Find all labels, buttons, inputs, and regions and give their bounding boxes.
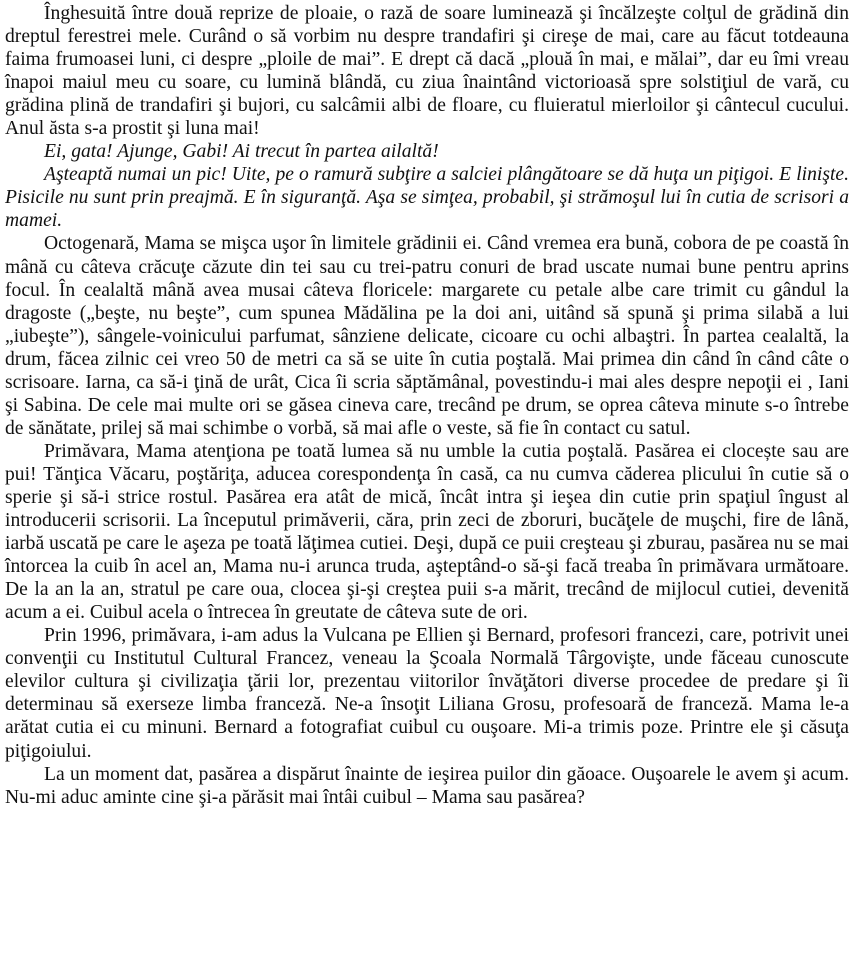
- paragraph-4: Octogenară, Mama se mişca uşor în limitele grădinii ei. Când vremea era bună, cobora de pe coastă în mână cu câteva crăcuţe căzute din tei sau cu trei-patru conuri de brad uscate numai bune pentru aprins focul. În cealaltă mână avea musai câteva floricele: margarete cu petale albe care trimit cu gândul la dragoste („beşte, nu beşte”, cum spunea Mădălina pe la doi ani, uitând să spună şi prima silabă a lui „iubeşte”), sângele-voinicului parfumat, sânziene delicate, cicoare cu ochi albaştri. În partea cealaltă, la drum, făcea zilnic cei vreo 50 de metri ca să se uite în cutia poştală. Mai primea din când în când câte o scrisoare. Iarna, ca să-i ţină de urât, Cica îi scria săptămânal, povestindu-i mai ales despre nepoţii ei , Iani şi Sabina. De cele mai multe ori se găsea cineva care, trecând pe drum, se oprea câteva minute s-o întrebe de sănătate, prilej să mai schimbe o vorbă, să mai afle o veste, să fie în contact cu satul.: [5, 233, 849, 439]
- paragraph-7: La un moment dat, pasărea a dispărut înainte de ieşirea puilor din găoace. Ouşoarele le avem şi acum. Nu-mi aduc aminte cine şi-a părăsit mai întâi cuibul – Mama sau pasărea?: [5, 763, 849, 808]
- paragraph-3-dialogue: Aşteaptă numai un pic! Uite, pe o ramură subţire a salciei plângătoare se dă huţa un piţigoi. E linişte. Pisicile nu sunt prin preajmă. E în siguranţă. Aşa se simţea, probabil, şi strămoşul lui în cutia de scrisori a mamei.: [5, 164, 849, 232]
- paragraph-1: Înghesuită între două reprize de ploaie, o rază de soare luminează şi încălzeşte colţul de grădină din dreptul ferestrei mele. Curând o să vorbim nu despre trandafiri şi cireşe de mai, care au făcut totdeauna faima frumoasei luni, ci despre „ploile de mai”. E drept că dacă „plouă în mai, e mălai”, dar eu îmi vreau înapoi maiul meu cu soare, cu lumină blândă, cu ziua înaintând victorioasă spre solstiţiul de vară, cu grădina plină de trandafiri şi bujori, cu salcâmii albi de floare, cu fluieratul mierloilor şi cântecul cucului. Anul ăsta s-a prostit şi luna mai!: [5, 3, 849, 140]
- paragraph-2-dialogue: Ei, gata! Ajunge, Gabi! Ai trecut în partea ailaltă!: [44, 141, 439, 163]
- paragraph-5: Primăvara, Mama atenţiona pe toată lumea să nu umble la cutia poştală. Pasărea ei clocește sau are pui! Tănţica Văcaru, poştăriţa, aducea corespondenţa în casă, ca nu cumva căderea plicului în cutie să o sperie şi să-i strice rostul. Pasărea era atât de mică, încât intra şi ieşea din cutie prin spaţiul îngust al introducerii scrisorii. La începutul primăverii, căra, prin zeci de zboruri, bucăţele de muşchi, fire de lână, iarbă uscată pe care le aşeza pe toată lăţimea cutiei. Deşi, după ce puii creşteau şi zburau, pasărea nu se mai întorcea la cuib în acel an, Mama nu-i arunca truda, aşteptând-o să-şi facă treaba în primăvara următoare. De la an la an, stratul pe care oua, clocea şi-şi creştea puii s-a mărit, trecând de mijlocul cutiei, devenită acum a ei. Cuibul acela o întrecea în greutate de câteva sute de ori.: [5, 440, 849, 624]
- paragraph-6: Prin 1996, primăvara, i-am adus la Vulcana pe Ellien şi Bernard, profesori francezi, care, potrivit unei convenţii cu Institutul Cultural Francez, veneau la Şcoala Normală Târgovişte, unde făceau cunoscute elevilor cultura şi civilizaţia ţării lor, prezentau viitorilor învăţători diverse procedee de predare şi îi determinau să exerseze limba franceză. Ne-a însoţit Liliana Grosu, profesoară de franceză. Mama le-a arătat cutia ei cu minuni. Bernard a fotografiat cuibul cu ouşoare. Mi-a trimis poze. Printre ele şi căsuţa piţigoiului.: [5, 625, 849, 762]
